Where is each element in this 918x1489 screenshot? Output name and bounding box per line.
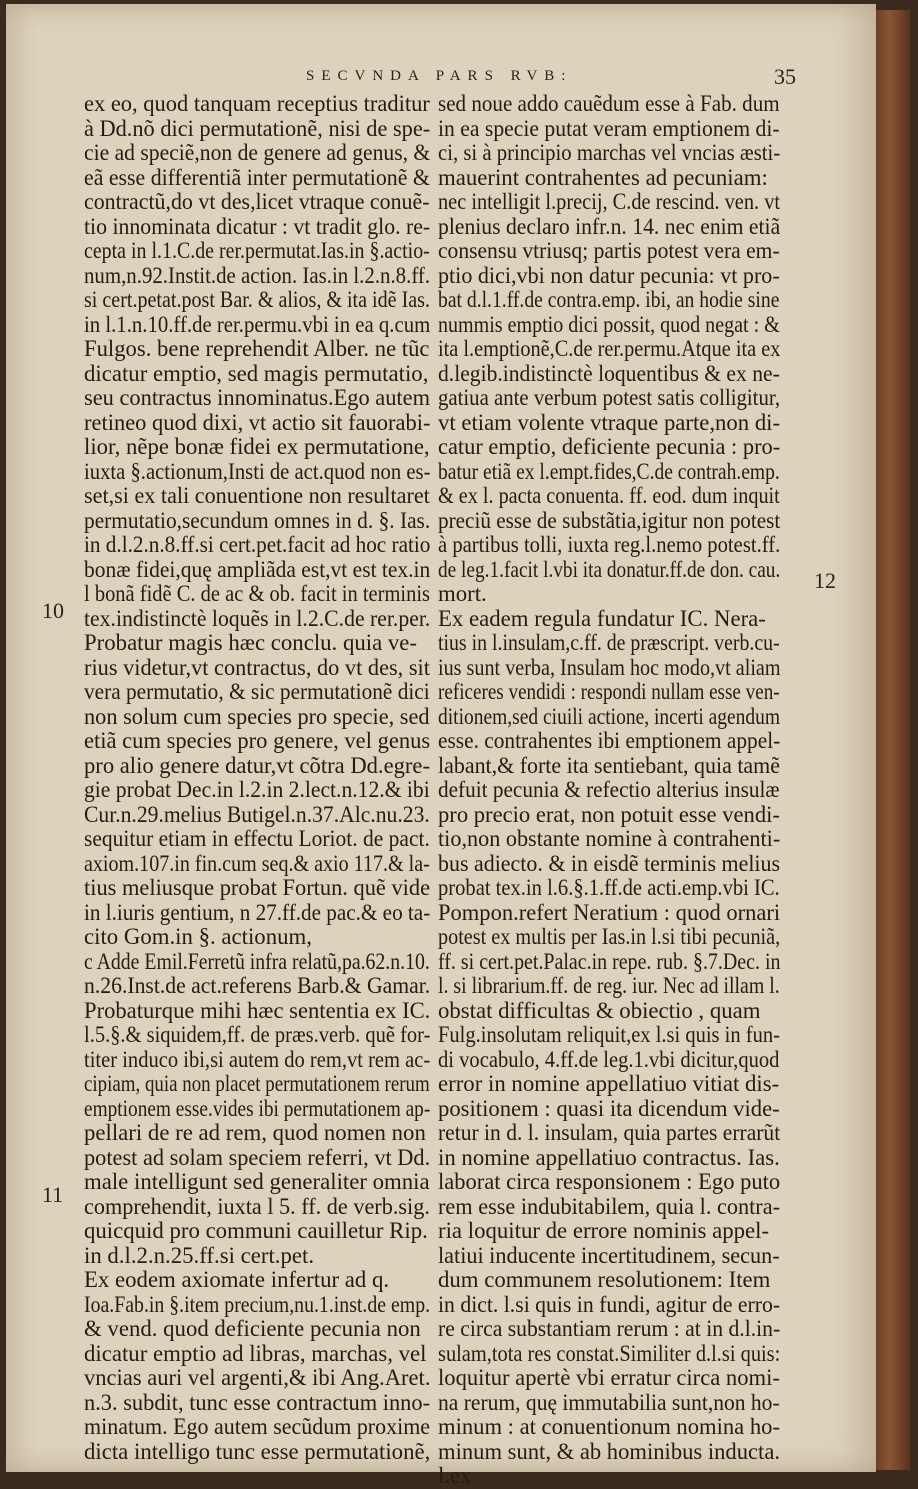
text-line: quicquid pro communi cauilletur Rip.	[84, 1218, 428, 1243]
text-line: in d.l.2.n.8.ff.si cert.pet.facit ad hoc ratio	[84, 532, 431, 557]
text-line: in dict. l.si quis in fundi, agitur de erro-	[438, 1291, 781, 1317]
text-line: seu contractus innominatus.Ego autem	[84, 385, 431, 410]
text-line: gatiua ante verbum potest satis colligitur,	[438, 385, 781, 410]
text-line: emptionem esse.vides ibi permutationem ap-	[84, 1095, 431, 1121]
text-line: tio innominata dicatur : vt tradit glo. re-	[84, 213, 431, 239]
text-line: laborat circa responsionem : Ego puto	[438, 1169, 781, 1194]
text-line: esse. contrahentes ibi emptionem appel-	[438, 728, 781, 753]
text-line: error in nomine appellatiuo vitiat dis-	[438, 1071, 780, 1096]
text-line: plenius declaro infr.n. 14. nec enim etiã	[438, 213, 781, 239]
text-line: etiã cum species pro genere, vel genus	[84, 728, 431, 753]
margin-number-11: 11	[42, 1182, 64, 1207]
text-line: Pompon.refert Neratium : quod ornari	[438, 899, 781, 925]
text-line: mauerint contrahentes ad pecuniam:	[438, 164, 768, 190]
text-line: probat tex.in l.6.§.1.ff.de acti.emp.vbi IC.	[438, 875, 780, 900]
book-page	[6, 4, 876, 1488]
text-line: à partibus tolli, iuxta reg.l.nemo potest.ff.	[438, 532, 781, 557]
text-line: potest ex multis per Ias.in l.si tibi pecuniã,	[438, 924, 781, 949]
text-line: & ex l. pacta conuenta. ff. eod. dum inquit	[438, 483, 780, 508]
text-line: obstat difficultas & obiectio , quam	[438, 997, 761, 1023]
right-column	[438, 92, 780, 1489]
text-line: titer induco ibi,si autem do rem,vt rem ac-	[84, 1046, 431, 1072]
text-line: ria loquitur de errore nominis appel-	[438, 1218, 770, 1243]
text-line: mort.	[438, 581, 487, 606]
text-line: Ex eodem axiomate infertur ad q.	[84, 1267, 390, 1292]
margin-number-10: 10	[42, 598, 64, 623]
text-line: in ea specie putat veram emptionem di-	[438, 115, 780, 141]
folio-number: 35	[774, 64, 796, 89]
margin-number-12: 12	[814, 568, 836, 593]
text-line: re circa substantiam rerum : at in d.l.in-	[438, 1316, 781, 1341]
text-line: n.26.Inst.de act.referens Barb.& Gamar.	[84, 973, 431, 998]
text-line: tius in l.insulam,c.ff. de præscript. verb.cu-	[438, 630, 780, 655]
text-line: dum communem resolutionem: Item	[438, 1267, 771, 1292]
text-line: ci, si à principio marchas vel vncias æsti-	[438, 140, 781, 165]
text-line: Ioa.Fab.in §.item precium,nu.1.inst.de emp.	[84, 1291, 431, 1317]
text-line: Fulg.insolutam reliquit,ex l.si quis in fun-	[438, 1022, 780, 1047]
text-line: dicatur emptio ad libras, marchas, vel	[84, 1340, 427, 1366]
text-line: tius meliusque probat Fortun. quẽ vide	[84, 875, 431, 900]
text-line: cie ad speciẽ,non de genere ad genus, &	[84, 140, 431, 165]
text-line: l bonã fidẽ C. de ac & ob. facit in terminis	[84, 581, 431, 606]
text-line: axiom.107.in fin.cum seq.& axio 117.& la-	[84, 850, 430, 876]
text-line: de leg.1.facit l.vbi ita donatur.ff.de don. cau.	[438, 556, 781, 582]
running-head: SECVNDA PARS RVB:	[306, 68, 573, 84]
text-line: catur emptio, deficiente pecunia : pro-	[438, 434, 781, 459]
text-line: l.ex	[438, 1463, 472, 1488]
text-line: di vocabulo, 4.ff.de leg.1.vbi dicitur,quod	[438, 1046, 780, 1072]
text-line: Cur.n.29.melius Butigel.n.37.Alc.nu.23.	[84, 801, 430, 827]
text-line: retur in d. l. insulam, quia partes errarũt	[438, 1120, 781, 1145]
text-line: ptio dici,vbi non datur pecunia: vt pro-	[438, 262, 780, 288]
text-line: & vend. quod deficiente pecunia non	[84, 1316, 421, 1341]
text-line: iuxta §.actionum,Insti de act.quod non es-	[84, 458, 431, 484]
text-line: in d.l.2.n.25.ff.si cert.pet.	[84, 1242, 315, 1268]
page-header	[306, 64, 866, 94]
text-line: ditionem,sed ciuili actione, incerti agendum	[438, 703, 781, 729]
text-line: rius videtur,vt contractus, do vt des, sit	[84, 654, 430, 680]
text-line: Probaturque mihi hæc sententia ex IC.	[84, 997, 431, 1023]
text-line: nec intelligit l.precij, C.de rescind. ven. vt	[438, 189, 781, 214]
text-line: lior, nẽpe bonæ fidei ex permutatione,	[84, 434, 430, 459]
text-line: minum sunt, & ab hominibus inducta.	[438, 1438, 781, 1464]
text-line: preciũ esse de substãtia,igitur non potest	[438, 507, 781, 533]
text-line: sed noue addo cauẽdum esse à Fab. dum	[438, 91, 780, 116]
text-line: Ex eadem regula fundatur IC. Nera-	[438, 605, 766, 631]
text-line: n.3. subdit, tunc esse contractum inno-	[84, 1389, 431, 1415]
text-line: pellari de re ad rem, quod nomen non	[84, 1120, 426, 1145]
text-line: eã esse differentiã inter permutationẽ &	[84, 164, 430, 190]
text-line: retineo quod dixi, vt actio sit fauorabi-	[84, 409, 431, 435]
text-line: reficeres vendidi : respondi nullam esse ven-	[438, 679, 780, 704]
text-line: in l.1.n.10.ff.de rer.permu.vbi in ea q.cum	[84, 311, 431, 337]
text-line: l. si librarium.ff. de reg. iur. Nec ad illam l.	[438, 973, 780, 998]
text-line: in l.iuris gentium, n 27.ff.de pac.& eo ta-	[84, 899, 431, 925]
text-line: latiui inducente incertitudinem, secun-	[438, 1242, 780, 1268]
text-line: minum : at conuentionum nomina ho-	[438, 1414, 780, 1439]
text-line: bus adiecto. & in eisdẽ terminis melius	[438, 850, 781, 876]
text-line: sequitur etiam in effectu Loriot. de pact.	[84, 826, 430, 851]
text-line: non solum cum species pro specie, sed	[84, 703, 430, 729]
text-line: bonæ fidei,quę ampliãda est,vt est tex.in	[84, 556, 431, 582]
text-line: labant,& forte ita sentiebant, quia tamẽ	[438, 752, 780, 778]
text-line: Fulgos. bene reprehendit Alber. ne tũc	[84, 336, 430, 361]
text-line: num,n.92.Instit.de action. Ias.in l.2.n.8.ff.	[84, 262, 431, 288]
text-line: à Dd.nõ dici permutationẽ, nisi de spe-	[84, 115, 431, 141]
text-line: pro alio genere datur,vt cõtra Dd.egre-	[84, 752, 430, 778]
left-column	[84, 92, 430, 1464]
text-line: vncias auri vel argenti,& ibi Ang.Aret.	[84, 1365, 431, 1390]
text-line: nummis emptio dici possit, quod negat : &	[438, 311, 780, 337]
text-line: c Adde Emil.Ferretũ infra relatũ,pa.62.n.10.	[84, 948, 430, 974]
text-line: ex eo, quod tanquam receptius traditur	[84, 91, 430, 116]
text-line: ius sunt verba, Insulam hoc modo,vt aliam	[438, 654, 781, 680]
text-line: rem esse indubitabilem, quia l. contra-	[438, 1193, 781, 1219]
text-line: cepta in l.1.C.de rer.permutat.Ias.in §.actio-	[84, 238, 430, 263]
text-line: ita l.emptionẽ,C.de rer.permu.Atque ita ex	[438, 336, 781, 361]
text-line: potest ad solam speciem referri, vt Dd.	[84, 1144, 431, 1170]
text-line: na rerum, quę immutabilia sunt,non ho-	[438, 1389, 780, 1415]
text-line: si cert.petat.post Bar. & alios, & ita idẽ Ias.	[84, 287, 430, 312]
page-edge	[876, 10, 910, 1470]
text-line: male intelligunt sed generaliter omnia	[84, 1169, 430, 1194]
text-line: d.legib.indistinctè loquentibus & ex ne-	[438, 360, 780, 386]
text-line: cito Gom.in §. actionum,	[84, 924, 312, 949]
text-line: permutatio,secundum omnes in d. §. Ias.	[84, 507, 431, 533]
text-line: cipiam, quia non placet permutationem rerum	[84, 1071, 430, 1096]
text-line: dicta intelligo tunc esse permutationẽ,	[84, 1438, 431, 1464]
text-line: vt etiam volente vtraque parte,non di-	[438, 409, 781, 435]
text-line: pro precio erat, non potuit esse vendi-	[438, 801, 780, 827]
text-line: defuit pecunia & refectio alterius insulæ	[438, 777, 780, 802]
text-line: tio,non obstante nomine à contrahenti-	[438, 826, 781, 851]
text-line: batur etiã ex l.empt.fides,C.de contrah.emp.	[438, 458, 780, 484]
text-line: in nomine appellatiuo contractus. Ias.	[438, 1144, 780, 1170]
text-line: sulam,tota res constat.Similiter d.l.si quis:	[438, 1340, 781, 1366]
text-line: contractũ,do vt des,licet vtraque conuẽ-	[84, 189, 430, 214]
text-line: tex.indistinctè loquẽs in l.2.C.de rer.per.	[84, 605, 431, 631]
text-line: dicatur emptio, sed magis permutatio,	[84, 360, 429, 386]
text-line: Probatur magis hæc conclu. quia ve-	[84, 630, 418, 655]
text-line: consensu vtriusq; partis potest vera em-	[438, 238, 780, 263]
text-line: l.5.§.& siquidem,ff. de præs.verb. quẽ for-	[84, 1022, 431, 1047]
text-line: gie probat Dec.in l.2.in 2.lect.n.12.& ibi	[84, 777, 430, 802]
text-line: minatum. Ego autem secũdum proxime	[84, 1414, 431, 1439]
text-line: loquitur apertè vbi erratur circa nomi-	[438, 1365, 780, 1390]
text-line: ff. si cert.pet.Palac.in repe. rub. §.7.Dec. in	[438, 948, 781, 974]
text-line: positionem : quasi ita dicendum vide-	[438, 1095, 780, 1121]
text-line: set,si ex tali conuentione non resultaret	[84, 483, 430, 508]
text-line: vera permutatio, & sic permutationẽ dici	[84, 679, 430, 704]
text-line: comprehendit, iuxta l 5. ff. de verb.sig.	[84, 1193, 430, 1219]
text-line: bat d.l.1.ff.de contra.emp. ibi, an hodie sine	[438, 287, 780, 312]
